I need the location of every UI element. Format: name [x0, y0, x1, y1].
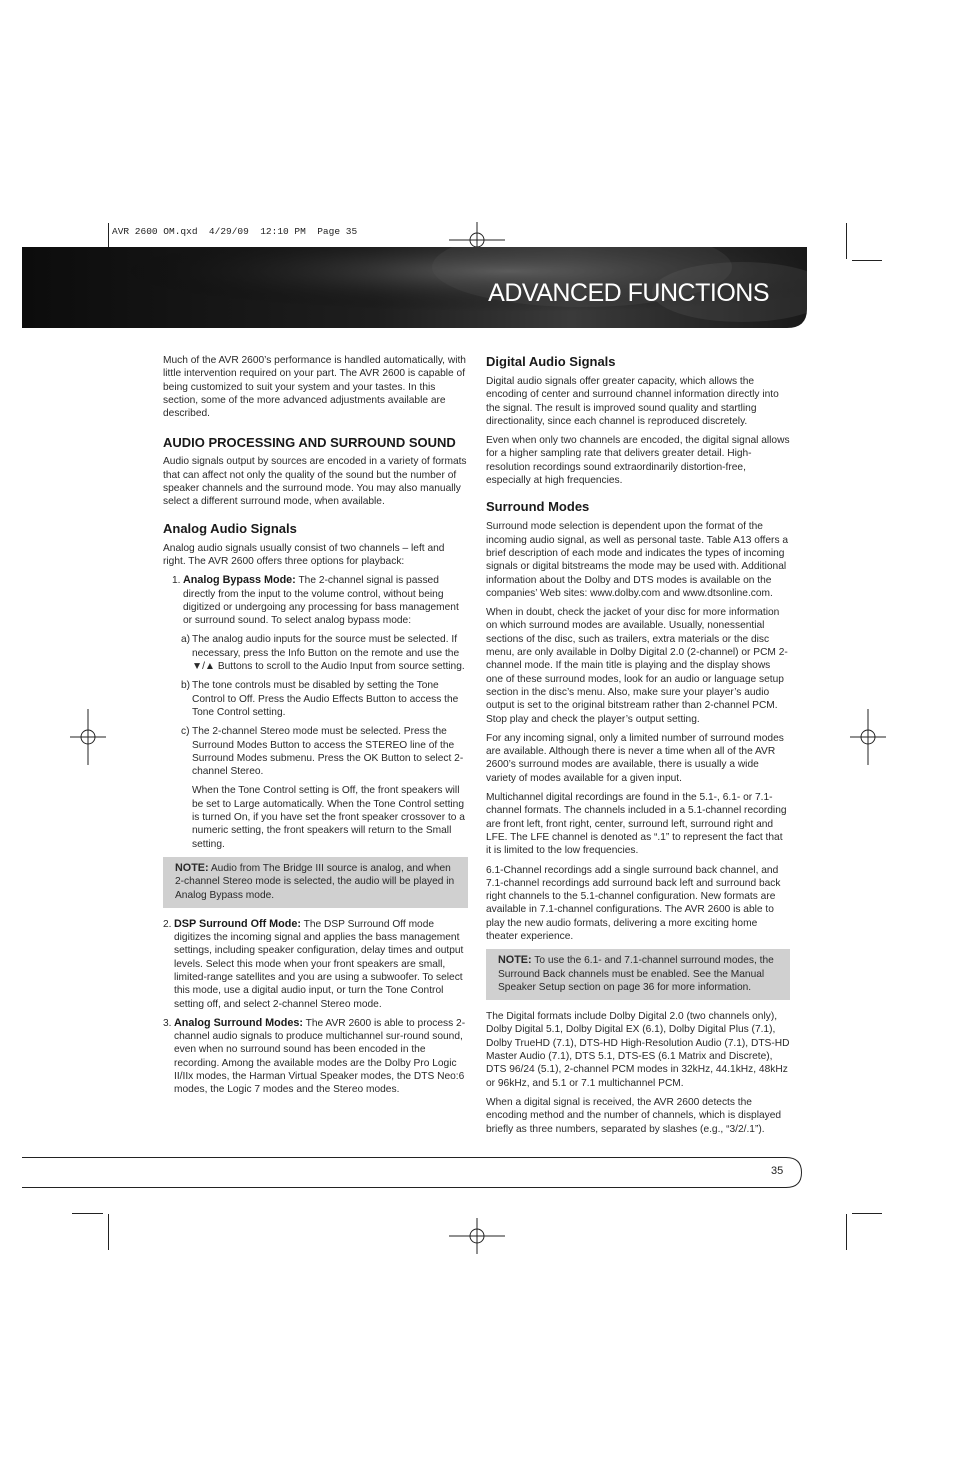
registration-mark-icon: [449, 1208, 505, 1264]
paragraph: Audio signals output by sources are encoded in a variety of formats that can affect not only the quality of the sound but the number of speaker channels and the surround mode. You may also manually select a different surround mode, when available.: [163, 456, 467, 508]
note-label: NOTE:: [175, 861, 209, 874]
crop-mark: [852, 1213, 882, 1214]
paragraph: For any incoming signal, only a limited number of surround modes are available. Although there is never a time when all of the AVR 2600’s surround modes are available, there is usually a wide variety of modes available for a given input.: [486, 732, 784, 784]
list-number: 1.: [172, 575, 181, 587]
paragraph: 6.1-Channel recordings add a single surround back channel, and 7.1-channel recordings add surround back left and surround back right channels to the 5.1-channel configuration. New formats are available in 7.1-channel configurations. The AVR 2600 is able to play the new audio formats, delivering a more exciting home theater experience.: [486, 864, 781, 942]
sub-list-item: [163, 679, 468, 719]
right-column: [486, 354, 790, 1142]
list-item-lead: DSP Surround Off Mode:: [174, 917, 301, 930]
sub-list-letter: b): [181, 680, 191, 692]
sub-list-item: [163, 633, 468, 673]
page-title: ADVANCED FUNCTIONS: [488, 279, 769, 307]
subsection-heading: Analog Audio Signals: [163, 520, 297, 536]
crop-mark: [846, 223, 847, 259]
list-item-lead: Analog Bypass Mode:: [183, 574, 296, 587]
registration-mark-icon: [60, 709, 116, 765]
note-box: [163, 857, 468, 908]
section-heading: AUDIO PROCESSING AND SURROUND SOUND: [163, 435, 456, 451]
note-text: To use the 6.1- and 7.1-channel surround modes, the Surround Back channels must be enabled. See the Manual Speaker Setup section on page 36 for more information.: [498, 955, 774, 993]
list-item-text: The DSP Surround Off mode digitizes the incoming signal and applies the bass management settings, including speaker configuration, delay times and output levels. Select this mode when your front speakers are small, limited-range satellites and you are using a subwoofer. To select this mode, use a digital audio input, or turn the Tone Control setting off, and select 2-channel Stereo mode.: [174, 918, 464, 1010]
subsection-heading: Surround Modes: [486, 499, 590, 515]
sub-list-text: The analog audio inputs for the source must be selected. If necessary, press the Info Button on the remote and use the ▼/▲ Buttons to scroll to the Audio Input from source setting.: [192, 634, 465, 673]
list-number: 2.: [163, 918, 172, 930]
sub-list-paragraph: When the Tone Control setting is Off, the front speakers will be set to Large automatically. When the Tone Control setting is turned On, if you have set the front speaker crossover to a numeric setting, the front speakers will return to the Small setting.: [192, 785, 465, 850]
note-text: Audio from The Bridge III source is analog, and when 2-channel Stereo mode is selected, the audio will be played in Analog Bypass mode.: [175, 862, 455, 901]
list-item-text: The AVR 2600 is able to process 2-channel audio signals to produce multichannel sur-round sound, even when no surround sound has been encoded in the recording. Among the available modes are the Dolby Pro Logic II/IIx modes, the Harman Virtual Speaker modes, the DTS Neo:6 modes, the Logic 7 modes and the Stereo modes.: [174, 1017, 466, 1096]
list-item: [163, 574, 468, 627]
crop-mark: [72, 1213, 103, 1214]
list-item: [163, 1017, 468, 1097]
paragraph: Multichannel digital recordings are found in the 5.1-, 6.1- or 7.1-channel formats. The channels included in a 5.1-channel recording are front left, front right, center, surround left, surround right and LFE. The LFE channel is denoted as “.1” to represent the fact that it is limited to the low frequencies.: [486, 792, 787, 857]
paragraph: The Digital formats include Dolby Digital 2.0 (two channels only), Dolby Digital 5.1, Dolby Digital EX (6.1), Dolby Digital Plus (7.1), Dolby TrueHD (7.1), DTS-HD High-Resolution Audio (7.1), DTS-HD Master Audio (7.1), DTS 5.1, DTS-ES (6.1 Matrix and Discrete), DTS 96/24 (5.1), 2-channel PCM modes in 32kHz, 44.1kHz, 48kHz or 96kHz, and 5.1 or 7.1 multichannel PCM.: [486, 1011, 790, 1089]
crop-mark: [108, 1214, 109, 1250]
list-item: [163, 918, 468, 1011]
page-number: 35: [771, 1165, 784, 1177]
note-label: NOTE:: [498, 954, 532, 967]
sub-list-letter: a): [181, 634, 191, 646]
left-column: [163, 354, 468, 1103]
sub-list-item: [163, 725, 468, 778]
paragraph: Even when only two channels are encoded, the digital signal allows for a higher sampling rate that delivers greater detail. High-resolution recordings sound extraordinarily distortion-free, especially at high frequencies.: [486, 435, 790, 487]
crop-mark: [852, 260, 882, 261]
subsection-heading: Digital Audio Signals: [486, 354, 616, 369]
file-slug: AVR 2600 OM.qxd 4/29/09 12:10 PM Page 35: [112, 226, 358, 237]
paragraph: When in doubt, check the jacket of your disc for more information on which surround modes are available. Usually, nonessential sections of the disc, such as trailers, extra materials or the disc menu, are only available in Dolby Digital 2.0 (2-channel) or PCM 2-channel mode. If the main title is playing and the display shows one of these surround modes, look for an audio or language setup section in the disc’s menu. Also, make sure your player’s audio output is set to the original bitstream rather than 2-channel PCM. Stop play and check the player’s output setting.: [486, 607, 788, 725]
note-box: [486, 949, 790, 1000]
registration-mark-icon: [840, 709, 896, 765]
paragraph: Digital audio signals offer greater capacity, which allows the encoding of center and surround channel information directly into the signal. The result is improved sound quality and startling directionality, since each channel is reproduced discretely.: [486, 376, 779, 427]
sub-list-text: The tone controls must be disabled by setting the Tone Control to Off. Press the Audio Effects Button to access the Tone Control setting.: [192, 680, 459, 718]
list-number: 3.: [163, 1017, 172, 1029]
header-banner: [22, 247, 807, 328]
paragraph: Analog audio signals usually consist of two channels – left and right. The AVR 2600 offers three options for playback:: [163, 542, 445, 567]
paragraph: When a digital signal is received, the AVR 2600 detects the encoding method and the number of channels, which is displayed briefly as three numbers, separated by slashes (e.g., “3/2/.1”).: [486, 1096, 782, 1135]
sub-list-letter: c): [181, 726, 190, 738]
footer-rule: [22, 1157, 802, 1188]
intro-paragraph: Much of the AVR 2600’s performance is handled automatically, with little intervention required on your part. The AVR 2600 is capable of being customized to suit your system and your tastes. In this section, some of the more advanced adjustments available are described.: [163, 355, 466, 420]
paragraph: Surround mode selection is dependent upon the format of the incoming audio signal, as well as personal taste. Table A13 offers a brief description of each mode and indicates the types of incoming signals or digital bitstreams the mode may be used with. Additional information about the Dolby and DTS modes is available on the companies’ Web sites: www.dolby.com and www.dtsonline.com.: [486, 521, 789, 599]
list-item-text: The 2-channel signal is passed directly from the input to the volume control, without being digitized or undergoing any processing for bass management or surround sound. To select analog bypass mode:: [183, 575, 459, 627]
list-item-lead: Analog Surround Modes:: [174, 1016, 303, 1029]
crop-mark: [846, 1214, 847, 1250]
sub-list-text: The 2-channel Stereo mode must be selected. Press the Surround Modes Button to access the STEREO line of the Surround Modes submenu. Press the OK Button to select 2-channel Stereo.: [192, 726, 464, 778]
